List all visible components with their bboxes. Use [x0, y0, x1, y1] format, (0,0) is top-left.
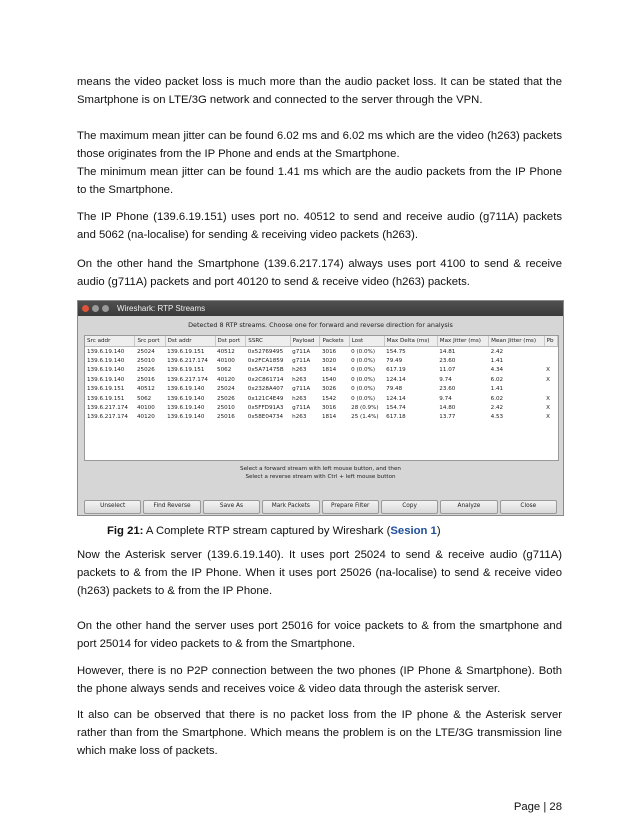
table-row[interactable]	[85, 385, 558, 394]
table-cell: 139.6.19.151	[167, 348, 205, 355]
table-row[interactable]	[85, 356, 558, 365]
table-row[interactable]	[85, 366, 558, 375]
table-cell: 40512	[136, 386, 155, 393]
table-cell: 40100	[136, 405, 155, 412]
column-header[interactable]: Max Delta (ms)	[384, 336, 437, 347]
window-titlebar	[78, 301, 563, 316]
rtp-streams-table	[85, 336, 558, 422]
caption-end: )	[436, 525, 441, 537]
table-cell: 139.6.19.140	[87, 367, 125, 374]
table-cell: 40120	[217, 376, 235, 383]
streams-table-container	[84, 335, 559, 461]
table-cell: 617.19	[386, 367, 406, 374]
selection-instructions	[78, 465, 563, 481]
table-cell: 0 (0.0%)	[351, 386, 376, 393]
table-cell: 154.75	[386, 348, 406, 355]
table-cell: 23.60	[439, 358, 456, 365]
table-row[interactable]	[85, 403, 558, 412]
table-row[interactable]	[85, 375, 558, 384]
body-paragraph-7: On the other hand the server uses port 25016 for voice packets to & from the smartphone and port 25014 for video packets to & from the Smartphone.	[77, 620, 562, 650]
page-number: Page | 28	[513, 801, 562, 813]
table-cell: h263	[292, 367, 307, 374]
table-cell: 25026	[136, 367, 155, 374]
body-paragraph-6: Now the Asterisk server (139.6.19.140). It uses port 25024 to send & receive audio (g711A) packets to & from the IP Phone. When it uses port 25026 (na-localise) to send & receive video (h263) packets to & from the IP Phone.	[77, 549, 562, 597]
table-cell: 139.6.19.140	[87, 358, 125, 365]
table-cell: 1814	[321, 414, 337, 421]
table-cell: 617.18	[386, 414, 406, 421]
table-cell: 0x2C861714	[247, 376, 284, 383]
table-cell: h263	[292, 414, 307, 421]
table-cell: 25 (1.4%)	[351, 414, 379, 421]
unselect-button[interactable]: Unselect	[84, 500, 141, 514]
column-header[interactable]: Pb	[544, 336, 557, 347]
table-cell: X	[546, 395, 550, 402]
table-cell: 28 (0.9%)	[351, 405, 379, 412]
table-cell: 3016	[321, 405, 337, 412]
table-cell: 79.48	[386, 386, 403, 393]
table-cell: 139.6.19.151	[87, 386, 125, 393]
column-header[interactable]: Dst addr	[165, 336, 215, 347]
body-paragraph-5: On the other hand the Smartphone (139.6.217.174) always uses port 4100 to send & receive audio (g711A) packets and port 40120 to send & receive video (h263) packets.	[77, 258, 562, 288]
table-cell: 1.41	[490, 386, 504, 393]
table-cell: X	[546, 367, 550, 374]
table-cell: 25010	[136, 358, 155, 365]
table-cell: 40100	[217, 358, 235, 365]
table-cell: 9.74	[439, 376, 452, 383]
column-header[interactable]: Dst port	[215, 336, 246, 347]
table-cell: 139.6.217.174	[87, 405, 128, 412]
table-cell: 9.74	[439, 395, 452, 402]
table-cell: 1542	[321, 395, 337, 402]
find-reverse-button[interactable]: Find Reverse	[143, 500, 200, 514]
table-cell: 0x2FCA1859	[247, 358, 284, 365]
table-cell: 139.6.19.140	[167, 395, 205, 402]
caption-text: A Complete RTP stream captured by Wireshark (	[143, 525, 391, 537]
column-header[interactable]: Lost	[349, 336, 384, 347]
table-cell: 5062	[136, 395, 152, 402]
table-cell: g711A	[292, 358, 311, 365]
column-header[interactable]: Max Jitter (ms)	[437, 336, 488, 347]
table-cell: 25026	[217, 395, 235, 402]
table-cell: 25010	[217, 405, 235, 412]
table-cell: 139.6.217.174	[167, 358, 208, 365]
table-cell: 0x121C4E49	[247, 395, 284, 402]
table-cell: 139.6.19.140	[87, 348, 125, 355]
table-cell: 5062	[217, 367, 232, 374]
table-cell: 0 (0.0%)	[351, 395, 376, 402]
table-cell: 14.81	[439, 348, 456, 355]
table-cell: 1.41	[490, 358, 504, 365]
table-cell: 139.6.19.140	[167, 386, 205, 393]
table-cell: 139.6.19.151	[167, 367, 205, 374]
column-header[interactable]: Packets	[320, 336, 349, 347]
copy-button[interactable]: Copy	[381, 500, 438, 514]
table-cell: 40512	[217, 348, 235, 355]
window-minimize-icon[interactable]	[92, 305, 99, 312]
body-paragraph-1: means the video packet loss is much more than the audio packet loss. It can be stated that the Smartphone is on LTE/3G network and connected to the server through the VPN.	[77, 76, 562, 106]
table-cell: g711A	[292, 405, 311, 412]
table-cell: 139.6.19.140	[87, 376, 125, 383]
table-cell: 0 (0.0%)	[351, 367, 376, 374]
table-cell: g711A	[292, 348, 311, 355]
table-cell: 0x5A71475B	[247, 367, 284, 374]
table-body	[85, 347, 558, 423]
table-cell: 0x58E04734	[247, 414, 284, 421]
mark-packets-button[interactable]: Mark Packets	[262, 500, 319, 514]
table-cell: 139.6.19.140	[167, 405, 205, 412]
table-cell: 25016	[217, 414, 235, 421]
table-cell: 25024	[136, 348, 155, 355]
table-cell: h263	[292, 376, 307, 383]
table-cell: 154.74	[386, 405, 406, 412]
wireshark-rtp-streams-screenshot	[77, 300, 564, 516]
window-title: Wireshark: RTP Streams	[117, 304, 206, 313]
window-close-icon[interactable]	[82, 305, 89, 312]
table-cell: 14.80	[439, 405, 456, 412]
prepare-filter-button[interactable]: Prepare Filter	[322, 500, 379, 514]
instruction-line: Select a reverse stream with Ctrl + left mouse button	[245, 474, 396, 480]
table-cell: X	[546, 405, 550, 412]
body-paragraph-3: The minimum mean jitter can be found 1.41 ms which are the audio packets from the IP Phone to the Smartphone.	[77, 166, 562, 196]
table-cell: 79.49	[386, 358, 403, 365]
table-cell: 0 (0.0%)	[351, 376, 376, 383]
table-cell: 13.77	[439, 414, 456, 421]
table-cell: 4.53	[490, 414, 504, 421]
table-cell	[544, 385, 557, 394]
dialog-button-row	[84, 500, 557, 514]
table-cell: 1814	[321, 367, 337, 374]
column-header[interactable]: Src addr	[85, 336, 135, 347]
table-row[interactable]	[85, 347, 558, 357]
table-cell: 0x2328A407	[247, 386, 284, 393]
table-cell: 124.14	[386, 395, 406, 402]
table-cell: 11.07	[439, 367, 456, 374]
analyze-button[interactable]: Analyze	[440, 500, 497, 514]
body-paragraph-4: The IP Phone (139.6.19.151) uses port no. 40512 to send and receive audio (g711A) packets and 5062 (na-localise) for sending & receiving video packets (h263).	[77, 211, 562, 241]
table-cell: 23.60	[439, 386, 456, 393]
table-cell: 1540	[321, 376, 337, 383]
column-header[interactable]: Payload	[290, 336, 320, 347]
window-maximize-icon[interactable]	[102, 305, 109, 312]
save-as-button[interactable]: Save As	[203, 500, 260, 514]
table-cell	[544, 347, 557, 357]
table-cell: 4.34	[490, 367, 504, 374]
body-paragraph-2: The maximum mean jitter can be found 6.02 ms and 6.02 ms which are the video (h263) packets those originates from the IP Phone and ends at the Smartphone.	[77, 130, 562, 160]
table-cell: 139.6.217.174	[87, 414, 128, 421]
table-cell: X	[546, 414, 550, 421]
table-row[interactable]	[85, 413, 558, 422]
close-button[interactable]: Close	[500, 500, 557, 514]
table-cell: X	[546, 376, 550, 383]
column-header[interactable]: Mean Jitter (ms)	[489, 336, 544, 347]
table-cell: 124.14	[386, 376, 406, 383]
table-cell: 139.6.19.151	[87, 395, 125, 402]
body-paragraph-9: It also can be observed that there is no packet loss from the IP phone & the Asterisk server rather than from the Smartphone. Which means the problem is on the LTE/3G transmission line which make loss of packets.	[77, 709, 562, 757]
figure-caption	[107, 522, 441, 540]
caption-highlight: Sesion 1	[390, 525, 437, 537]
table-cell: 0 (0.0%)	[351, 348, 376, 355]
table-cell: g711A	[292, 386, 311, 393]
table-cell: 2.42	[490, 348, 504, 355]
table-cell: 2.42	[490, 405, 504, 412]
table-cell: 139.6.19.140	[167, 414, 205, 421]
table-cell: h263	[292, 395, 307, 402]
instruction-line: Select a forward stream with left mouse button, and then	[240, 466, 401, 472]
table-cell: 3020	[321, 358, 337, 365]
body-paragraph-8: However, there is no P2P connection between the two phones (IP Phone & Smartphone). Both the phone always sends and receives voice & video data through the asterisk server.	[77, 665, 562, 695]
table-cell: 25024	[217, 386, 235, 393]
table-cell: 3016	[321, 348, 337, 355]
table-cell: 0 (0.0%)	[351, 358, 376, 365]
table-cell: 3026	[321, 386, 337, 393]
table-header-row	[85, 336, 558, 347]
column-header[interactable]: SSRC	[246, 336, 290, 347]
table-cell: 6.02	[490, 376, 504, 383]
caption-label: Fig 21:	[107, 525, 144, 537]
column-header[interactable]: Src port	[135, 336, 165, 347]
table-cell: 25016	[136, 376, 155, 383]
table-row[interactable]	[85, 394, 558, 403]
table-cell: 0x5FFD91A3	[247, 405, 284, 412]
table-cell: 40120	[136, 414, 155, 421]
table-cell: 6.02	[490, 395, 504, 402]
table-cell: 139.6.217.174	[167, 376, 208, 383]
streams-header-text: Detected 8 RTP streams. Choose one for forward and reverse direction for analysis	[188, 321, 453, 329]
table-cell: 0x52769495	[247, 348, 284, 355]
table-cell	[544, 356, 557, 365]
